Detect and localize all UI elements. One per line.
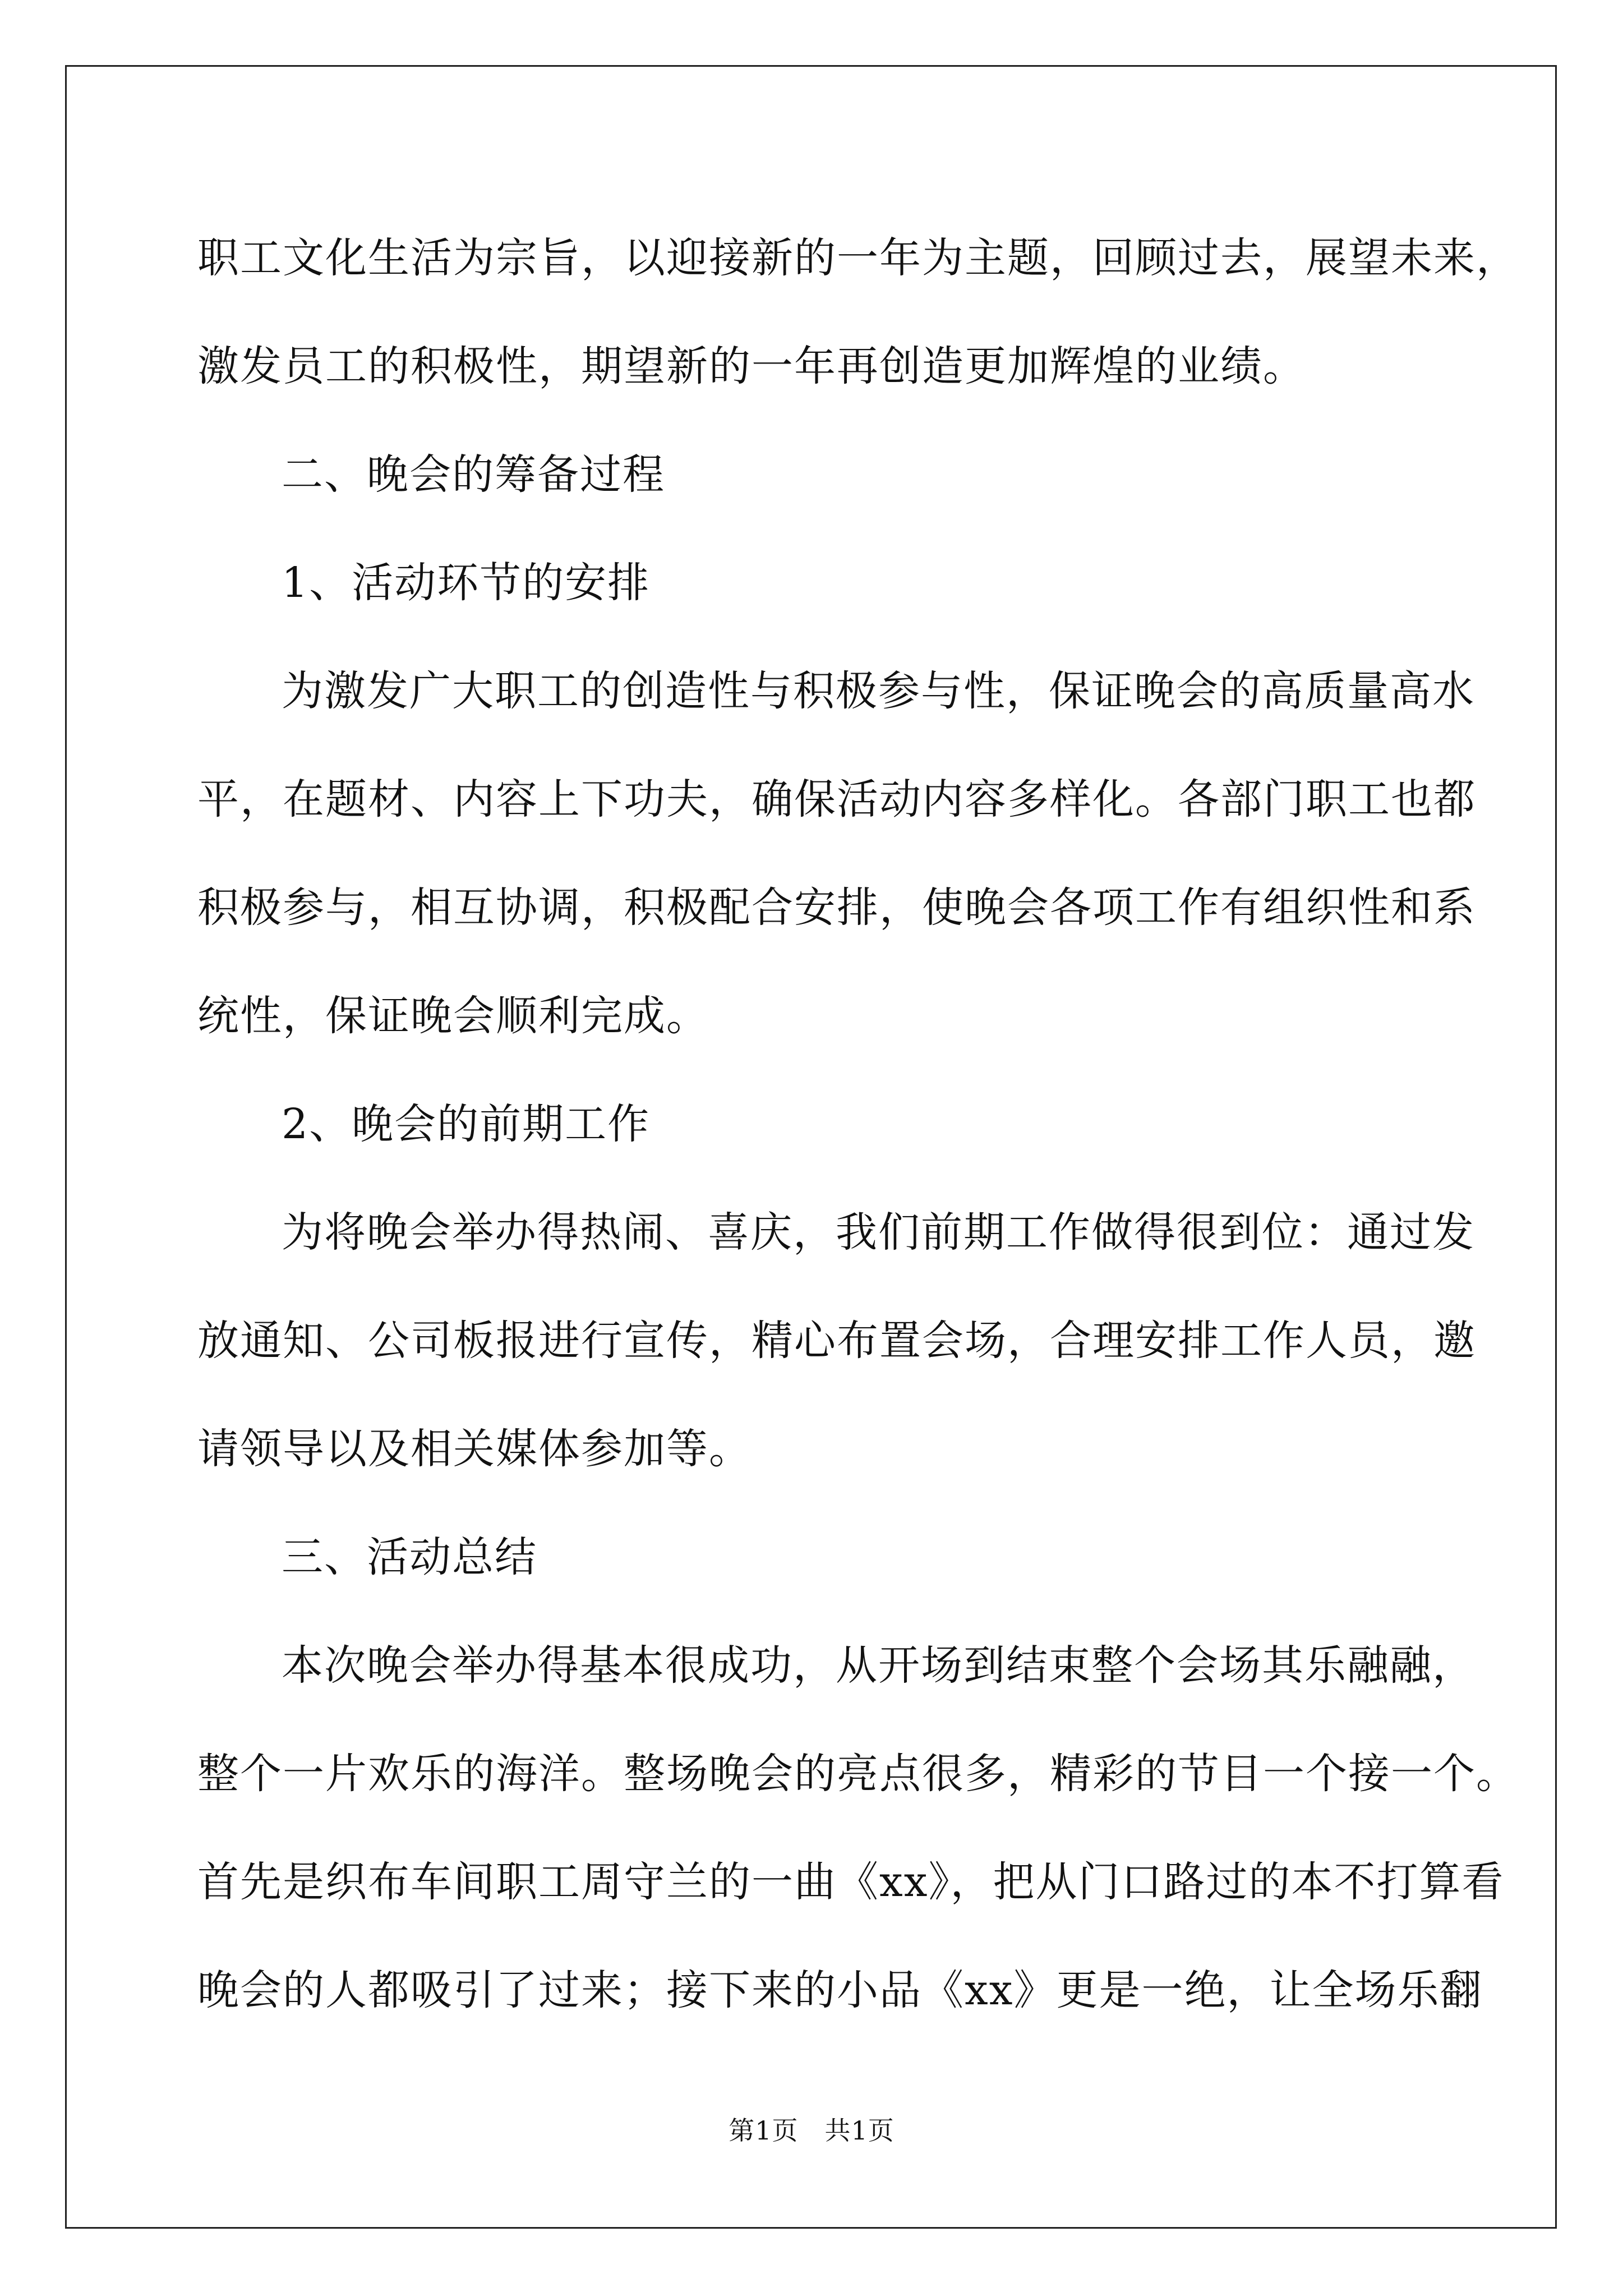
subheading-activity-arrangement: 1、活动环节的安排: [282, 559, 651, 607]
text-line-11: 放通知、公司板报进行宣传，精心布置会场，合理安排工作人员，邀: [197, 1317, 1476, 1365]
text-line-1: 职工文化生活为宗旨，以迎接新的一年为主题，回顾过去，展望未来，: [197, 234, 1519, 282]
section-heading-preparation: 二、晚会的筹备过程: [282, 450, 665, 499]
text-line-10: 为将晚会举办得热闹、喜庆，我们前期工作做得很到位：通过发: [282, 1208, 1475, 1257]
text-line-17: 晚会的人都吸引了过来；接下来的小品《xx》更是一绝，让全场乐翻: [197, 1966, 1483, 2014]
text-line-2: 激发员工的积极性，期望新的一年再创造更加辉煌的业绩。: [197, 342, 1306, 390]
text-line-15: 整个一片欢乐的海洋。整场晚会的亮点很多，精彩的节目一个接一个。: [197, 1750, 1519, 1798]
text-line-8: 统性，保证晚会顺利完成。: [197, 992, 709, 1040]
subheading-preliminary-work: 2、晚会的前期工作: [282, 1100, 651, 1148]
document-body: [197, 224, 1519, 2065]
text-line-14: 本次晚会举办得基本很成功，从开场到结束整个会场其乐融融，: [282, 1641, 1475, 1690]
text-line-16: 首先是织布车间职工周守兰的一曲《xx》，把从门口路过的本不打算看: [197, 1858, 1505, 1906]
text-line-7: 积极参与，相互协调，积极配合安排，使晚会各项工作有组织性和系: [197, 884, 1476, 932]
text-line-12: 请领导以及相关媒体参加等。: [197, 1425, 751, 1473]
section-heading-summary: 三、活动总结: [282, 1533, 537, 1581]
text-line-6: 平，在题材、内容上下功夫，确保活动内容多样化。各部门职工也都: [197, 775, 1476, 823]
page-number-footer: 第1页 共1页: [728, 2115, 895, 2146]
text-line-5: 为激发广大职工的创造性与积极参与性，保证晚会的高质量高水: [282, 667, 1475, 715]
